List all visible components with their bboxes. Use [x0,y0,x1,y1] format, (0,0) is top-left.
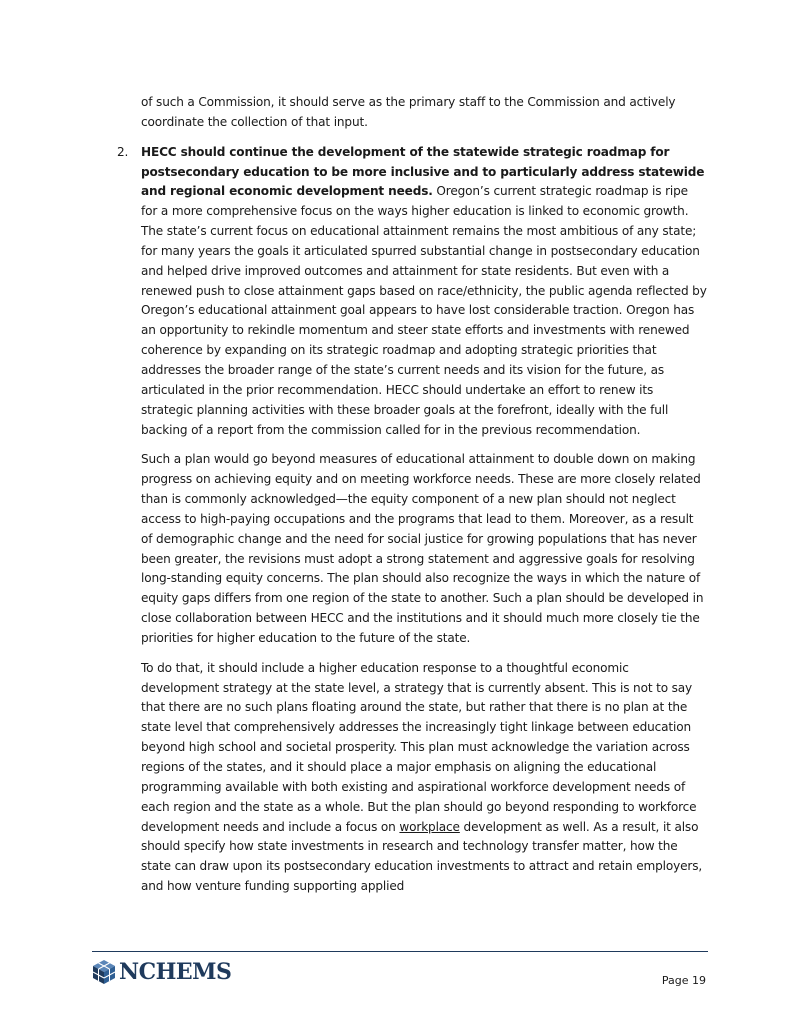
strategy-text-start: To do that, it should include a higher education response to a thoughtful economic development strategy at the state level, a strategy that is currently absent. This is not to say that there are no such plans floating around the state, but rather that there is no plan at the state level that comprehensively addresses the increasingly tight linkage between education beyond high school and societal prosperity. This plan must acknowledge the variation across regions of the states, and it should place a major emphasis on aligning the educational programming available with both existing and aspirational workforce development needs of each region and the state as a whole. But the plan should go beyond responding to workforce development needs and include a focus on [141,660,697,834]
strategy-text-end: development as well. As a result, it also should specify how state investments in research and technology transfer matter, how the state can draw upon its postsecondary education investments to attract and retain employers, and how venture funding supporting applied [141,819,703,894]
cube-logo-icon [92,959,116,985]
recommendation-text: Oregon’s current strategic roadmap is ripe for a more comprehensive focus on the ways higher education is linked to economic growth. The state’s current focus on educational attainment remains the most ambitious of any state; for many years the goals it articulated spurred substantial change in postsecondary education and helped drive improved outcomes and attainment for state residents. But even with a renewed push to close attainment gaps based on race/ethnicity, the public agenda reflected by Oregon’s educational attainment goal appears to have lost considerable traction. Oregon has an opportunity to rekindle momentum and steer state efforts and investments with renewed coherence by expanding on its strategic roadmap and adopting strategic priorities that addresses the broader range of the state’s current needs and its vision for the future, as articulated in the prior recommendation. HECC should undertake an effort to renew its strategic planning activities with these broader goals at the forefront, ideally with the full backing of a report from the commission called for in the previous recommendation. [141,184,707,437]
recommendation-item-2 [117,143,707,441]
intro-continuation-paragraph: of such a Commission, it should serve as the primary staff to the Commission and actively coordinate the collection of that input. [141,95,676,129]
workplace-underlined-word: workplace [399,819,460,834]
recommendation-heading: HECC should continue the development of the statewide strategic roadmap for postsecondary education to be more inclusive and to particularly address statewide and regional economic development needs. [141,144,705,199]
body-text [117,93,707,907]
plan-paragraph: Such a plan would go beyond measures of educational attainment to double down on making progress on achieving equity and on meeting workforce needs. These are more closely related than is commonly acknowledged—the equity component of a new plan should not neglect access to high-paying occupations and the programs that lead to them. Moreover, as a result of demographic change and the need for social justice for growing populations that has never been greater, the revisions must adopt a strong statement and aggressive goals for resolving long-standing equity concerns. The plan should also recognize the ways in which the nature of equity gaps differs from one region of the state to another. Such a plan should be developed in close collaboration between HECC and the institutions and it should much more closely tie the priorities for higher education to the future of the state. [141,452,704,645]
recommendation-paragraph [141,143,707,441]
nchems-logo [92,957,231,987]
list-number: 2. [117,144,129,159]
logo-wordmark: NCHEMS [119,959,232,985]
footer-divider [92,951,708,952]
strategy-paragraph [141,659,707,897]
page-number: Page 19 [661,974,706,987]
